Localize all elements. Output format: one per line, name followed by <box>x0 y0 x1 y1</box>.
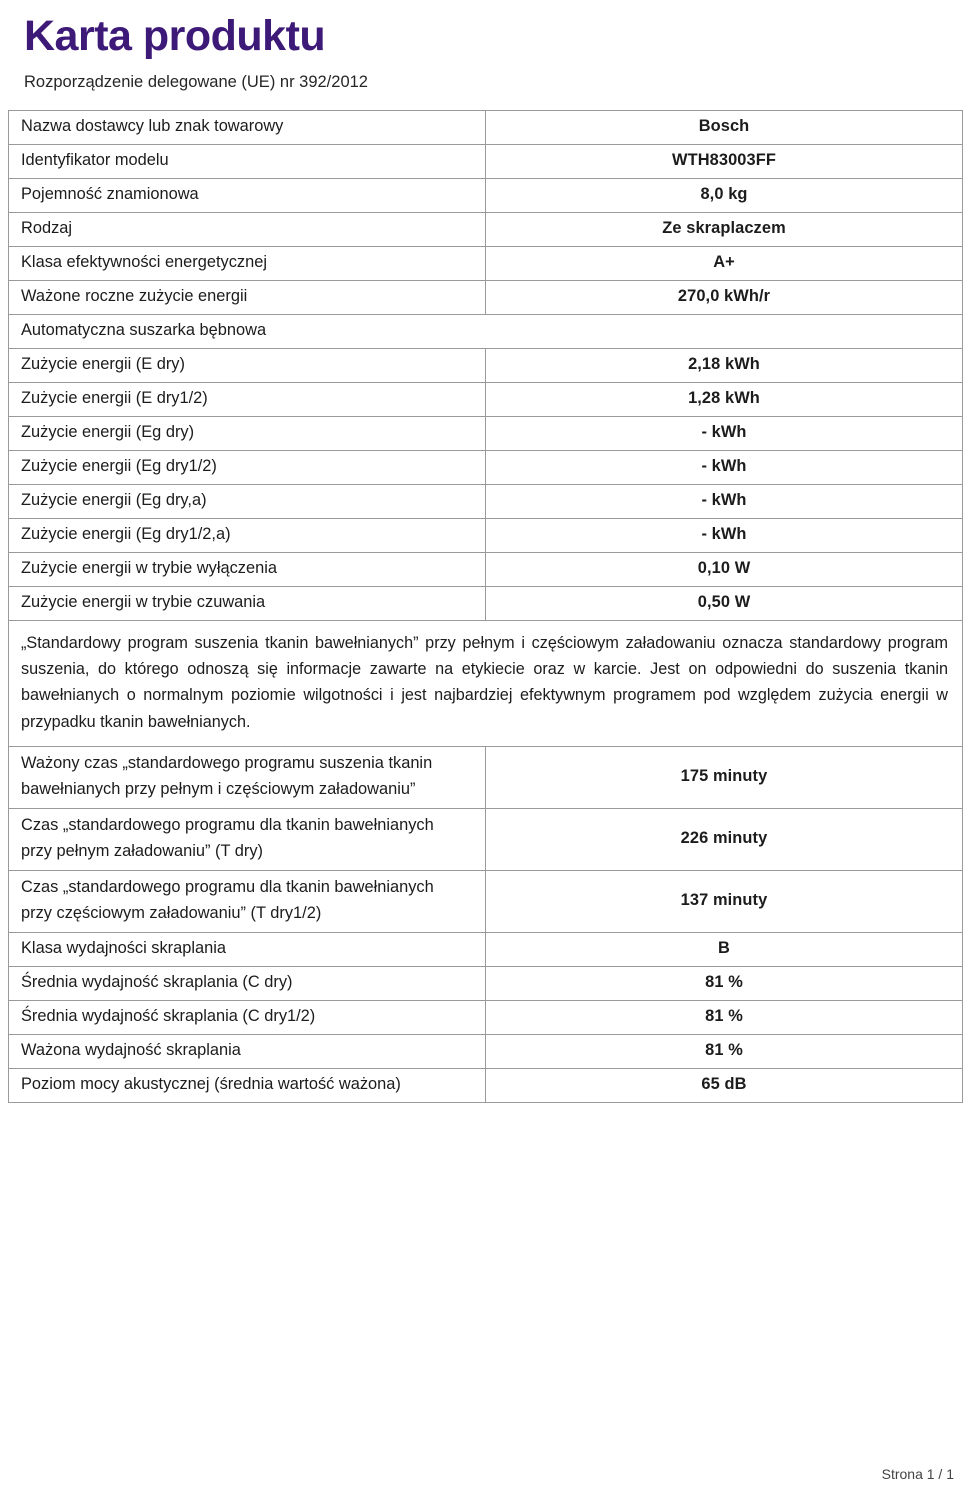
table-row <box>9 1000 963 1034</box>
table-row <box>9 870 963 932</box>
row-label-capacity: Pojemność znamionowa <box>9 178 486 212</box>
row-value-supplier: Bosch <box>486 110 963 144</box>
row-value-annual-energy: 270,0 kWh/r <box>486 280 963 314</box>
table-row <box>9 348 963 382</box>
table-row <box>9 212 963 246</box>
row-label-time-full-load <box>9 808 486 870</box>
table-row <box>9 416 963 450</box>
row-value-weighted-condensation: 81 % <box>486 1034 963 1068</box>
row-label-e-dry: Zużycie energii (E dry) <box>9 348 486 382</box>
row-value-eg-dry-half: - kWh <box>486 450 963 484</box>
row-label-time-partial-load-line2: przy częściowym załadowaniu” (T dry1/2) <box>21 903 322 922</box>
row-label-eg-dry: Zużycie energii (Eg dry) <box>9 416 486 450</box>
row-value-avg-condensation-c-dry: 81 % <box>486 966 963 1000</box>
standard-programme-note-text: „Standardowy program suszenia tkanin bawełnianych” przy pełnym i częściowym załadowaniu oznacza standardowy program suszenia, do którego odnoszą się informacje zawarte na etykiecie oraz w karcie. Jest on odpowiedni do suszenia tkanin bawełnianych o normalnym poziomie wilgotności i jest najbardziej efektywnym programem pod względem zużycia energii w przypadku tkanin bawełnianych. <box>21 633 948 731</box>
row-label-weighted-time-line1: Ważony czas „standardowego programu suszenia tkanin <box>21 753 433 772</box>
row-value-e-dry: 2,18 kWh <box>486 348 963 382</box>
row-value-model: WTH83003FF <box>486 144 963 178</box>
table-row <box>9 382 963 416</box>
row-value-type: Ze skraplaczem <box>486 212 963 246</box>
row-label-model: Identyfikator modelu <box>9 144 486 178</box>
regulation-subtitle: Rozporządzenie delegowane (UE) nr 392/2012 <box>24 73 368 92</box>
table-row <box>9 178 963 212</box>
table-row <box>9 280 963 314</box>
row-value-eg-dry: - kWh <box>486 416 963 450</box>
row-label-off-mode: Zużycie energii w trybie wyłączenia <box>9 552 486 586</box>
row-label-weighted-condensation: Ważona wydajność skraplania <box>9 1034 486 1068</box>
table-row <box>9 932 963 966</box>
page-title: Karta produktu <box>24 12 326 60</box>
table-row <box>9 246 963 280</box>
row-label-avg-condensation-c-dry-half: Średnia wydajność skraplania (C dry1/2) <box>9 1000 486 1034</box>
row-label-time-full-load-line2: przy pełnym załadowaniu” (T dry) <box>21 841 264 860</box>
table-row <box>9 552 963 586</box>
table-row <box>9 746 963 808</box>
row-value-time-partial-load: 137 minuty <box>486 870 963 932</box>
row-label-supplier: Nazwa dostawcy lub znak towarowy <box>9 110 486 144</box>
row-value-sound-power: 65 dB <box>486 1068 963 1102</box>
table-row <box>9 144 963 178</box>
row-label-type: Rodzaj <box>9 212 486 246</box>
row-value-standby-mode: 0,50 W <box>486 586 963 620</box>
row-value-capacity: 8,0 kg <box>486 178 963 212</box>
row-value-avg-condensation-c-dry-half: 81 % <box>486 1000 963 1034</box>
table-row-section-heading <box>9 314 963 348</box>
row-value-time-full-load: 226 minuty <box>486 808 963 870</box>
row-value-e-dry-half: 1,28 kWh <box>486 382 963 416</box>
page-number-footer: Strona 1 / 1 <box>881 1466 954 1482</box>
row-value-energy-class: A+ <box>486 246 963 280</box>
row-label-e-dry-half: Zużycie energii (E dry1/2) <box>9 382 486 416</box>
row-label-time-partial-load <box>9 870 486 932</box>
row-label-sound-power: Poziom mocy akustycznej (średnia wartość ważona) <box>9 1068 486 1102</box>
row-value-eg-dry-a: - kWh <box>486 484 963 518</box>
row-label-eg-dry-half-a: Zużycie energii (Eg dry1/2,a) <box>9 518 486 552</box>
table-row <box>9 518 963 552</box>
row-label-eg-dry-half: Zużycie energii (Eg dry1/2) <box>9 450 486 484</box>
document-header <box>0 0 972 93</box>
row-value-weighted-time: 175 minuty <box>486 746 963 808</box>
table-row <box>9 450 963 484</box>
row-label-energy-class: Klasa efektywności energetycznej <box>9 246 486 280</box>
standard-programme-note <box>9 620 963 746</box>
table-row <box>9 966 963 1000</box>
table-row-note <box>9 620 963 746</box>
table-row <box>9 586 963 620</box>
row-label-time-full-load-line1: Czas „standardowego programu dla tkanin bawełnianych <box>21 815 434 834</box>
table-row <box>9 110 963 144</box>
row-label-annual-energy: Ważone roczne zużycie energii <box>9 280 486 314</box>
table-row <box>9 484 963 518</box>
product-specification-table <box>8 110 963 1103</box>
row-value-condensation-class: B <box>486 932 963 966</box>
row-label-weighted-time-line2: bawełnianych przy pełnym i częściowym załadowaniu” <box>21 779 416 798</box>
table-row <box>9 808 963 870</box>
table-row <box>9 1034 963 1068</box>
table-row <box>9 1068 963 1102</box>
row-label-eg-dry-a: Zużycie energii (Eg dry,a) <box>9 484 486 518</box>
row-label-standby-mode: Zużycie energii w trybie czuwania <box>9 586 486 620</box>
row-value-off-mode: 0,10 W <box>486 552 963 586</box>
row-label-condensation-class: Klasa wydajności skraplania <box>9 932 486 966</box>
row-label-time-partial-load-line1: Czas „standardowego programu dla tkanin bawełnianych <box>21 877 434 896</box>
row-value-eg-dry-half-a: - kWh <box>486 518 963 552</box>
row-label-avg-condensation-c-dry: Średnia wydajność skraplania (C dry) <box>9 966 486 1000</box>
row-label-automatic-dryer: Automatyczna suszarka bębnowa <box>9 314 963 348</box>
row-label-weighted-time <box>9 746 486 808</box>
